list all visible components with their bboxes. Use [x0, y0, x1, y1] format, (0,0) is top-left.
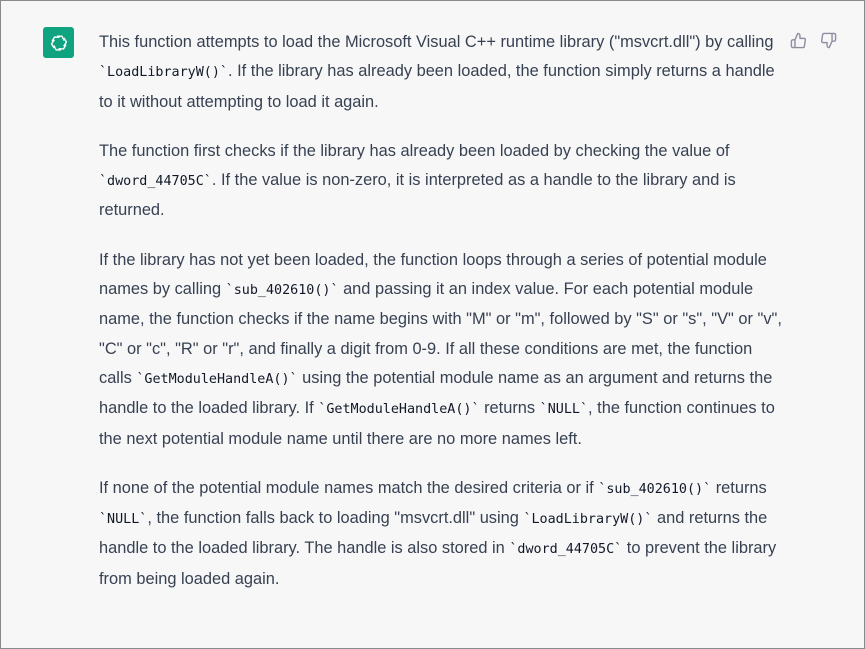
text: using the potential module name as an argument and returns the handle to the loaded library. If	[99, 368, 773, 418]
inline-code: `dword_44705C`	[99, 174, 212, 190]
thumbs-up-button[interactable]	[787, 29, 809, 51]
text: . If the value is non-zero, it is interpreted as a handle to the library and is returned.	[99, 171, 736, 220]
text: to prevent the library from being loaded again.	[99, 539, 777, 588]
text: , the function continues to the next potential module name until there are no more names left.	[99, 399, 775, 448]
text: The function first checks if the library has already been loaded by checking the value of	[99, 141, 730, 160]
feedback-controls	[787, 29, 839, 51]
inline-code: `GetModuleHandleA()`	[136, 371, 298, 387]
paragraph-1	[99, 28, 789, 117]
inline-code: `GetModuleHandleA()`	[318, 402, 480, 418]
inline-code: `LoadLibraryW()`	[99, 65, 228, 81]
thumbs-down-icon	[820, 32, 837, 49]
paragraph-2	[99, 137, 789, 226]
assistant-avatar	[43, 27, 74, 58]
text: , the function falls back to loading "msvcrt.dll" using	[147, 509, 524, 528]
inline-code: `NULL`	[539, 402, 589, 418]
inline-code: `sub_402610()`	[225, 283, 339, 299]
inline-code: `LoadLibraryW()`	[523, 512, 653, 528]
text: . If the library has already been loaded, the function simply returns a handle to it without attempting to load it again.	[99, 62, 775, 111]
openai-logo-icon	[48, 32, 70, 54]
inline-code: `NULL`	[99, 512, 148, 528]
assistant-message	[99, 28, 789, 614]
text: If the library has not yet been loaded, the function loops through a series of potential module names by calling	[99, 250, 767, 299]
paragraph-3	[99, 246, 789, 454]
paragraph-4	[99, 474, 789, 594]
inline-code: `sub_402610()`	[598, 481, 712, 497]
thumbs-down-button[interactable]	[817, 29, 839, 51]
text: This function attempts to load the Microsoft Visual C++ runtime library ("msvcrt.dll") by calling	[99, 33, 774, 51]
text: returns	[479, 399, 540, 418]
text: returns	[711, 478, 767, 497]
text: and passing it an index value. For each potential module name, the function checks if the name begins with "M" or "m", followed by "S" or "s", "V" or "v", "C" or "c", "R" or "r", and finally a digit from 0-9. If all these conditions are met, the function calls	[99, 280, 782, 387]
text: and returns the handle to the loaded library. The handle is also stored in	[99, 509, 768, 558]
text: If none of the potential module names match the desired criteria or if	[99, 478, 599, 497]
thumbs-up-icon	[790, 32, 807, 49]
inline-code: `dword_44705C`	[509, 542, 623, 558]
